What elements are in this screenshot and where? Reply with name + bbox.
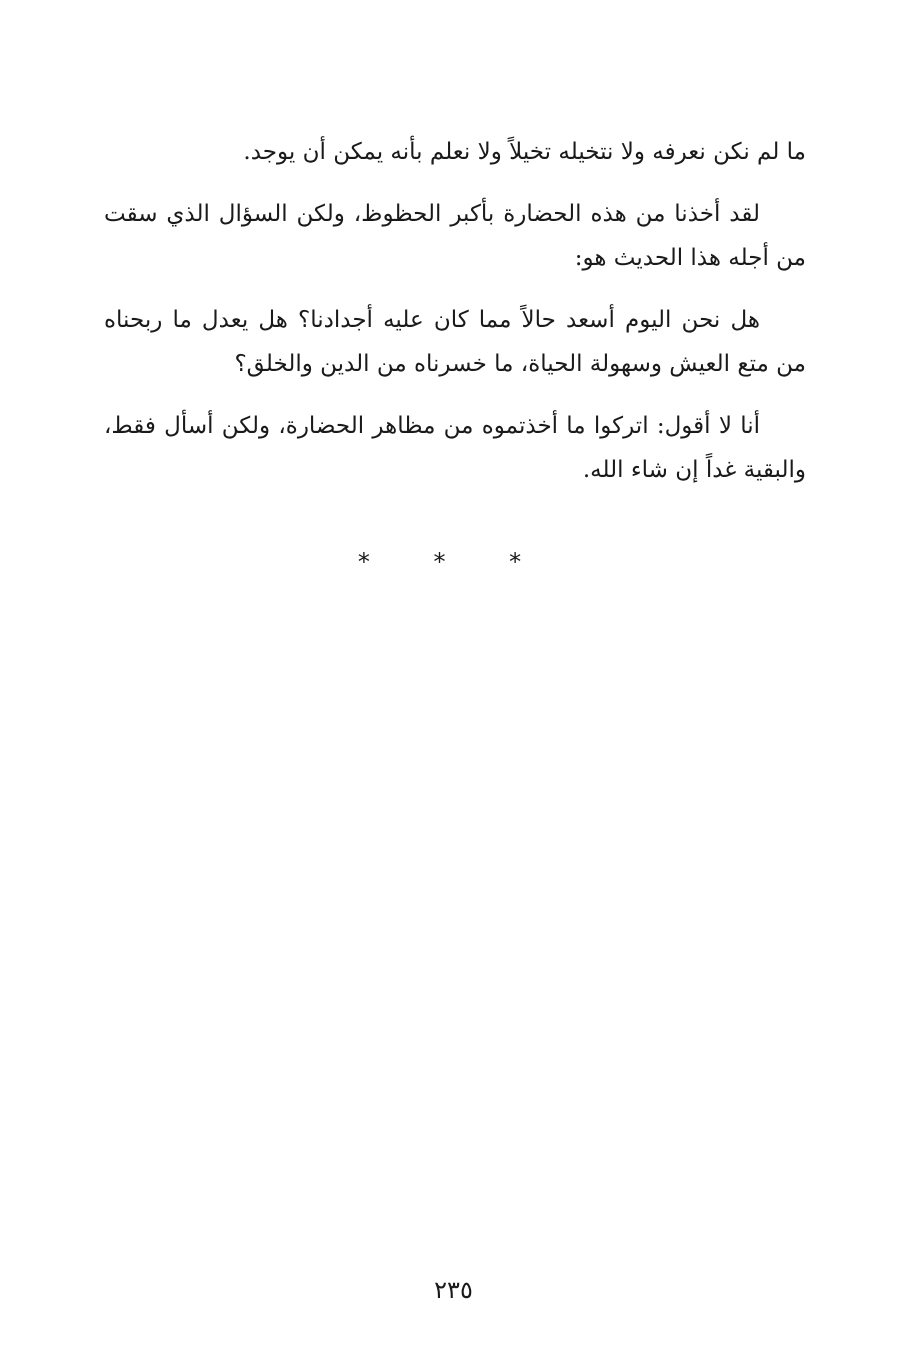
page-body bbox=[104, 130, 806, 510]
paragraph: لقد أخذنا من هذه الحضارة بأكبر الحظوظ، ولكن السؤال الذي سقت من أجله هذا الحديث هو: bbox=[104, 201, 806, 271]
paragraph-continuation: ما لم نكن نعرفه ولا نتخيله تخيلاً ولا نعلم بأنه يمكن أن يوجد. bbox=[243, 139, 806, 165]
section-separator: * * * bbox=[357, 548, 550, 576]
paragraph: أنا لا أقول: اتركوا ما أخذتموه من مظاهر الحضارة، ولكن أسأل فقط، والبقية غداً إن شاء الله. bbox=[104, 413, 806, 483]
paragraph: هل نحن اليوم أسعد حالاً مما كان عليه أجدادنا؟ هل يعدل ما ربحناه من متع العيش وسهولة الحياة، ما خسرناه من الدين والخلق؟ bbox=[104, 307, 806, 377]
page-number: ٢٣٥ bbox=[434, 1276, 473, 1304]
